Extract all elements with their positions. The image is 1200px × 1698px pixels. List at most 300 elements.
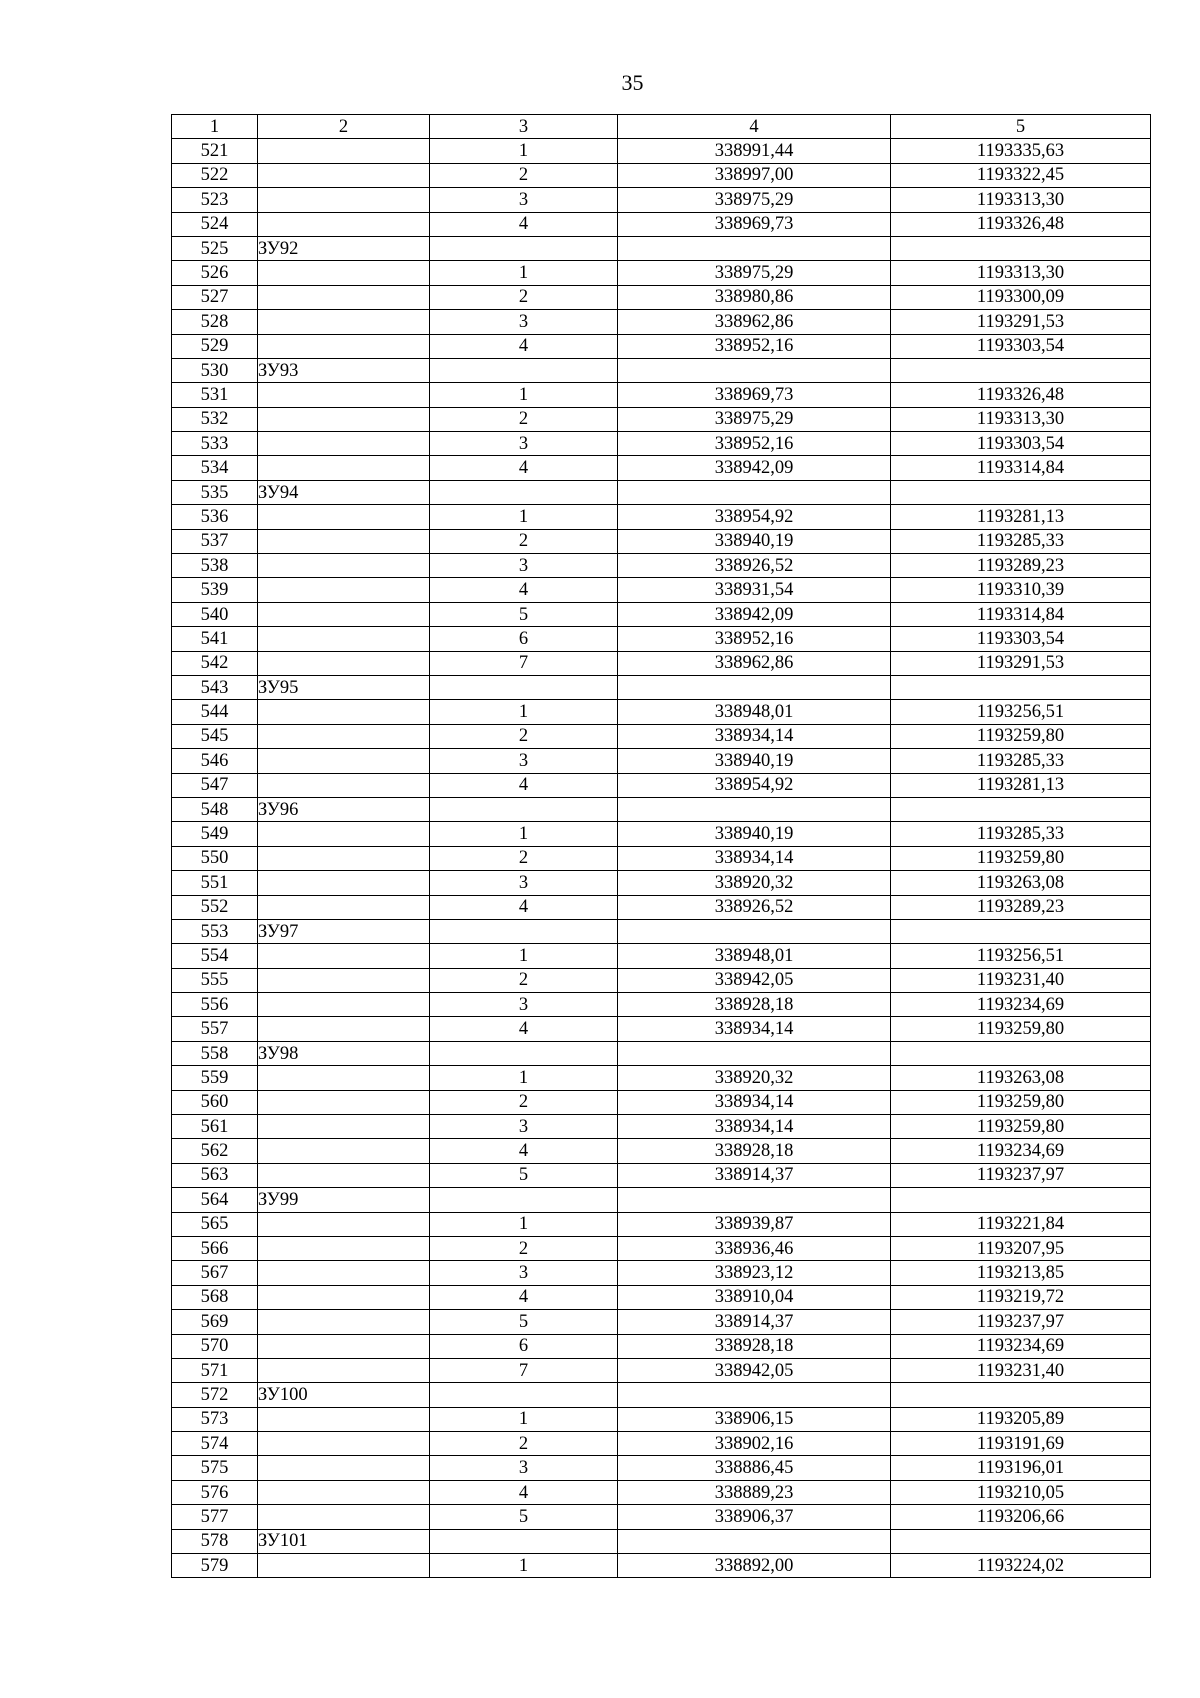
- point-number-cell: 2: [430, 285, 618, 309]
- parcel-name-cell: [258, 822, 430, 846]
- y-coordinate-cell: 1193259,80: [891, 724, 1151, 748]
- row-number-cell: 539: [172, 578, 258, 602]
- table-row: [172, 1115, 1151, 1139]
- table-row: [172, 1310, 1151, 1334]
- row-number-cell: 545: [172, 724, 258, 748]
- table-row: [172, 1334, 1151, 1358]
- row-number-cell: 528: [172, 310, 258, 334]
- table-row: [172, 578, 1151, 602]
- row-number-cell: 575: [172, 1456, 258, 1480]
- row-number-cell: 567: [172, 1261, 258, 1285]
- parcel-name-cell: [258, 1139, 430, 1163]
- y-coordinate-cell: 1193291,53: [891, 651, 1151, 675]
- parcel-name-cell: [258, 1090, 430, 1114]
- table-row: [172, 627, 1151, 651]
- point-number-cell: [430, 358, 618, 382]
- table-row: [172, 1066, 1151, 1090]
- point-number-cell: 1: [430, 944, 618, 968]
- header-cell-5: 5: [891, 115, 1151, 139]
- point-number-cell: 4: [430, 1017, 618, 1041]
- y-coordinate-cell: 1193335,63: [891, 139, 1151, 163]
- point-number-cell: 1: [430, 261, 618, 285]
- point-number-cell: 1: [430, 1212, 618, 1236]
- row-number-cell: 568: [172, 1285, 258, 1309]
- parcel-name-cell: [258, 1432, 430, 1456]
- parcel-name-cell: [258, 1066, 430, 1090]
- parcel-name-cell: [258, 1236, 430, 1260]
- parcel-name-cell: [258, 163, 430, 187]
- point-number-cell: 1: [430, 505, 618, 529]
- parcel-name-cell: ЗУ97: [258, 919, 430, 943]
- parcel-name-cell: [258, 1163, 430, 1187]
- table-row: [172, 1017, 1151, 1041]
- point-number-cell: 1: [430, 822, 618, 846]
- point-number-cell: 3: [430, 993, 618, 1017]
- header-cell-2: 2: [258, 115, 430, 139]
- row-number-cell: 557: [172, 1017, 258, 1041]
- point-number-cell: 4: [430, 895, 618, 919]
- row-number-cell: 542: [172, 651, 258, 675]
- row-number-cell: 548: [172, 797, 258, 821]
- table-row: [172, 1285, 1151, 1309]
- table-row: [172, 163, 1151, 187]
- y-coordinate-cell: 1193326,48: [891, 383, 1151, 407]
- y-coordinate-cell: 1193259,80: [891, 1115, 1151, 1139]
- table-row: [172, 1236, 1151, 1260]
- y-coordinate-cell: [891, 1041, 1151, 1065]
- x-coordinate-cell: 338926,52: [618, 895, 891, 919]
- x-coordinate-cell: [618, 1041, 891, 1065]
- y-coordinate-cell: 1193322,45: [891, 163, 1151, 187]
- parcel-name-cell: [258, 1115, 430, 1139]
- parcel-name-cell: [258, 554, 430, 578]
- x-coordinate-cell: 338914,37: [618, 1163, 891, 1187]
- parcel-name-cell: [258, 578, 430, 602]
- parcel-name-cell: [258, 456, 430, 480]
- table-row: [172, 1212, 1151, 1236]
- row-number-cell: 549: [172, 822, 258, 846]
- point-number-cell: 3: [430, 1261, 618, 1285]
- x-coordinate-cell: 338934,14: [618, 1115, 891, 1139]
- parcel-name-cell: [258, 1261, 430, 1285]
- x-coordinate-cell: [618, 358, 891, 382]
- row-number-cell: 533: [172, 432, 258, 456]
- y-coordinate-cell: 1193205,89: [891, 1407, 1151, 1431]
- table-row: [172, 993, 1151, 1017]
- table-row: [172, 797, 1151, 821]
- x-coordinate-cell: 338969,73: [618, 383, 891, 407]
- table-row: [172, 773, 1151, 797]
- row-number-cell: 562: [172, 1139, 258, 1163]
- table-row: [172, 1261, 1151, 1285]
- point-number-cell: 2: [430, 1432, 618, 1456]
- x-coordinate-cell: [618, 236, 891, 260]
- x-coordinate-cell: 338936,46: [618, 1236, 891, 1260]
- parcel-name-cell: [258, 895, 430, 919]
- x-coordinate-cell: 338948,01: [618, 700, 891, 724]
- point-number-cell: 2: [430, 1236, 618, 1260]
- point-number-cell: 4: [430, 456, 618, 480]
- x-coordinate-cell: 338954,92: [618, 505, 891, 529]
- y-coordinate-cell: 1193303,54: [891, 334, 1151, 358]
- parcel-name-cell: [258, 1017, 430, 1041]
- row-number-cell: 532: [172, 407, 258, 431]
- row-number-cell: 574: [172, 1432, 258, 1456]
- parcel-name-cell: [258, 285, 430, 309]
- row-number-cell: 527: [172, 285, 258, 309]
- table-row: [172, 822, 1151, 846]
- row-number-cell: 535: [172, 480, 258, 504]
- x-coordinate-cell: 338975,29: [618, 407, 891, 431]
- table-row: [172, 139, 1151, 163]
- point-number-cell: 4: [430, 578, 618, 602]
- y-coordinate-cell: 1193259,80: [891, 1090, 1151, 1114]
- parcel-name-cell: [258, 212, 430, 236]
- point-number-cell: 4: [430, 334, 618, 358]
- point-number-cell: [430, 919, 618, 943]
- x-coordinate-cell: 338942,05: [618, 1358, 891, 1382]
- table-row: [172, 1480, 1151, 1504]
- x-coordinate-cell: [618, 797, 891, 821]
- y-coordinate-cell: 1193285,33: [891, 822, 1151, 846]
- x-coordinate-cell: 338923,12: [618, 1261, 891, 1285]
- point-number-cell: 4: [430, 773, 618, 797]
- parcel-name-cell: [258, 1358, 430, 1382]
- row-number-cell: 563: [172, 1163, 258, 1187]
- x-coordinate-cell: 338954,92: [618, 773, 891, 797]
- row-number-cell: 552: [172, 895, 258, 919]
- point-number-cell: [430, 1383, 618, 1407]
- table-row: [172, 529, 1151, 553]
- x-coordinate-cell: [618, 675, 891, 699]
- y-coordinate-cell: 1193224,02: [891, 1554, 1151, 1578]
- point-number-cell: 3: [430, 871, 618, 895]
- table-row: [172, 846, 1151, 870]
- x-coordinate-cell: 338934,14: [618, 1090, 891, 1114]
- parcel-name-cell: [258, 407, 430, 431]
- row-number-cell: 577: [172, 1505, 258, 1529]
- point-number-cell: [430, 1529, 618, 1553]
- row-number-cell: 522: [172, 163, 258, 187]
- y-coordinate-cell: 1193300,09: [891, 285, 1151, 309]
- row-number-cell: 579: [172, 1554, 258, 1578]
- x-coordinate-cell: 338991,44: [618, 139, 891, 163]
- parcel-name-cell: [258, 1480, 430, 1504]
- parcel-name-cell: [258, 944, 430, 968]
- point-number-cell: 4: [430, 1480, 618, 1504]
- parcel-name-cell: [258, 505, 430, 529]
- parcel-name-cell: [258, 139, 430, 163]
- parcel-name-cell: [258, 1554, 430, 1578]
- y-coordinate-cell: 1193206,66: [891, 1505, 1151, 1529]
- header-cell-4: 4: [618, 115, 891, 139]
- point-number-cell: 1: [430, 700, 618, 724]
- y-coordinate-cell: 1193219,72: [891, 1285, 1151, 1309]
- y-coordinate-cell: 1193191,69: [891, 1432, 1151, 1456]
- point-number-cell: 6: [430, 1334, 618, 1358]
- y-coordinate-cell: 1193256,51: [891, 700, 1151, 724]
- y-coordinate-cell: 1193313,30: [891, 407, 1151, 431]
- point-number-cell: 1: [430, 383, 618, 407]
- row-number-cell: 541: [172, 627, 258, 651]
- y-coordinate-cell: 1193231,40: [891, 1358, 1151, 1382]
- x-coordinate-cell: 338920,32: [618, 871, 891, 895]
- table-row: [172, 358, 1151, 382]
- parcel-name-cell: [258, 993, 430, 1017]
- point-number-cell: [430, 480, 618, 504]
- x-coordinate-cell: 338934,14: [618, 1017, 891, 1041]
- point-number-cell: [430, 1041, 618, 1065]
- point-number-cell: 3: [430, 749, 618, 773]
- parcel-name-cell: [258, 188, 430, 212]
- x-coordinate-cell: 338889,23: [618, 1480, 891, 1504]
- table-row: [172, 871, 1151, 895]
- row-number-cell: 550: [172, 846, 258, 870]
- row-number-cell: 558: [172, 1041, 258, 1065]
- row-number-cell: 538: [172, 554, 258, 578]
- row-number-cell: 566: [172, 1236, 258, 1260]
- y-coordinate-cell: 1193263,08: [891, 1066, 1151, 1090]
- parcel-name-cell: [258, 968, 430, 992]
- table-row: [172, 1163, 1151, 1187]
- row-number-cell: 546: [172, 749, 258, 773]
- y-coordinate-cell: 1193231,40: [891, 968, 1151, 992]
- table-row: [172, 749, 1151, 773]
- point-number-cell: 1: [430, 1066, 618, 1090]
- x-coordinate-cell: 338969,73: [618, 212, 891, 236]
- row-number-cell: 560: [172, 1090, 258, 1114]
- x-coordinate-cell: 338942,05: [618, 968, 891, 992]
- table-row: [172, 212, 1151, 236]
- point-number-cell: 3: [430, 1115, 618, 1139]
- table-row: [172, 1432, 1151, 1456]
- table-row: [172, 1505, 1151, 1529]
- x-coordinate-cell: 338934,14: [618, 846, 891, 870]
- y-coordinate-cell: 1193285,33: [891, 529, 1151, 553]
- y-coordinate-cell: 1193259,80: [891, 846, 1151, 870]
- table-row: [172, 919, 1151, 943]
- y-coordinate-cell: 1193234,69: [891, 1139, 1151, 1163]
- y-coordinate-cell: 1193207,95: [891, 1236, 1151, 1260]
- parcel-name-cell: ЗУ99: [258, 1188, 430, 1212]
- table-row: [172, 700, 1151, 724]
- point-number-cell: 4: [430, 212, 618, 236]
- x-coordinate-cell: 338928,18: [618, 993, 891, 1017]
- y-coordinate-cell: [891, 236, 1151, 260]
- parcel-name-cell: [258, 627, 430, 651]
- table-row: [172, 1407, 1151, 1431]
- y-coordinate-cell: 1193291,53: [891, 310, 1151, 334]
- point-number-cell: [430, 236, 618, 260]
- x-coordinate-cell: 338952,16: [618, 432, 891, 456]
- point-number-cell: 2: [430, 163, 618, 187]
- y-coordinate-cell: 1193234,69: [891, 1334, 1151, 1358]
- parcel-name-cell: [258, 261, 430, 285]
- parcel-name-cell: [258, 1456, 430, 1480]
- row-number-cell: 543: [172, 675, 258, 699]
- table-row: [172, 188, 1151, 212]
- row-number-cell: 523: [172, 188, 258, 212]
- x-coordinate-cell: 338892,00: [618, 1554, 891, 1578]
- parcel-name-cell: ЗУ95: [258, 675, 430, 699]
- y-coordinate-cell: 1193237,97: [891, 1310, 1151, 1334]
- page-number: 35: [621, 70, 644, 95]
- row-number-cell: 573: [172, 1407, 258, 1431]
- x-coordinate-cell: 338942,09: [618, 456, 891, 480]
- y-coordinate-cell: 1193221,84: [891, 1212, 1151, 1236]
- x-coordinate-cell: 338939,87: [618, 1212, 891, 1236]
- y-coordinate-cell: 1193303,54: [891, 627, 1151, 651]
- row-number-cell: 561: [172, 1115, 258, 1139]
- y-coordinate-cell: 1193234,69: [891, 993, 1151, 1017]
- row-number-cell: 524: [172, 212, 258, 236]
- point-number-cell: 3: [430, 554, 618, 578]
- y-coordinate-cell: [891, 797, 1151, 821]
- point-number-cell: 5: [430, 1505, 618, 1529]
- row-number-cell: 530: [172, 358, 258, 382]
- row-number-cell: 531: [172, 383, 258, 407]
- row-number-cell: 551: [172, 871, 258, 895]
- parcel-name-cell: ЗУ101: [258, 1529, 430, 1553]
- point-number-cell: 6: [430, 627, 618, 651]
- row-number-cell: 564: [172, 1188, 258, 1212]
- table-row: [172, 480, 1151, 504]
- table-row: [172, 1041, 1151, 1065]
- point-number-cell: 2: [430, 968, 618, 992]
- point-number-cell: 3: [430, 188, 618, 212]
- x-coordinate-cell: 338940,19: [618, 749, 891, 773]
- x-coordinate-cell: 338926,52: [618, 554, 891, 578]
- table-row: [172, 944, 1151, 968]
- row-number-cell: 547: [172, 773, 258, 797]
- row-number-cell: 544: [172, 700, 258, 724]
- x-coordinate-cell: 338906,15: [618, 1407, 891, 1431]
- point-number-cell: [430, 675, 618, 699]
- parcel-name-cell: ЗУ96: [258, 797, 430, 821]
- row-number-cell: 576: [172, 1480, 258, 1504]
- y-coordinate-cell: [891, 675, 1151, 699]
- table-row: [172, 675, 1151, 699]
- table-header-row: [172, 115, 1151, 139]
- x-coordinate-cell: 338910,04: [618, 1285, 891, 1309]
- y-coordinate-cell: 1193326,48: [891, 212, 1151, 236]
- row-number-cell: 572: [172, 1383, 258, 1407]
- y-coordinate-cell: 1193259,80: [891, 1017, 1151, 1041]
- parcel-name-cell: [258, 749, 430, 773]
- table-row: [172, 1529, 1151, 1553]
- table-row: [172, 554, 1151, 578]
- y-coordinate-cell: 1193289,23: [891, 895, 1151, 919]
- point-number-cell: 7: [430, 1358, 618, 1382]
- row-number-cell: 536: [172, 505, 258, 529]
- y-coordinate-cell: 1193314,84: [891, 602, 1151, 626]
- y-coordinate-cell: 1193210,05: [891, 1480, 1151, 1504]
- x-coordinate-cell: 338934,14: [618, 724, 891, 748]
- table-row: [172, 602, 1151, 626]
- x-coordinate-cell: 338962,86: [618, 310, 891, 334]
- point-number-cell: 2: [430, 724, 618, 748]
- x-coordinate-cell: 338940,19: [618, 529, 891, 553]
- row-number-cell: 537: [172, 529, 258, 553]
- x-coordinate-cell: 338980,86: [618, 285, 891, 309]
- x-coordinate-cell: 338906,37: [618, 1505, 891, 1529]
- table-row: [172, 651, 1151, 675]
- table-row: [172, 724, 1151, 748]
- table-row: [172, 1139, 1151, 1163]
- table-row: [172, 895, 1151, 919]
- table-row: [172, 1358, 1151, 1382]
- point-number-cell: 2: [430, 529, 618, 553]
- point-number-cell: 2: [430, 407, 618, 431]
- table-body: [172, 115, 1151, 1578]
- row-number-cell: 529: [172, 334, 258, 358]
- x-coordinate-cell: 338952,16: [618, 334, 891, 358]
- y-coordinate-cell: 1193313,30: [891, 261, 1151, 285]
- row-number-cell: 559: [172, 1066, 258, 1090]
- x-coordinate-cell: 338914,37: [618, 1310, 891, 1334]
- row-number-cell: 521: [172, 139, 258, 163]
- parcel-name-cell: [258, 1407, 430, 1431]
- x-coordinate-cell: 338928,18: [618, 1139, 891, 1163]
- table-row: [172, 456, 1151, 480]
- point-number-cell: [430, 1188, 618, 1212]
- point-number-cell: 3: [430, 432, 618, 456]
- y-coordinate-cell: 1193289,23: [891, 554, 1151, 578]
- x-coordinate-cell: 338948,01: [618, 944, 891, 968]
- row-number-cell: 565: [172, 1212, 258, 1236]
- parcel-name-cell: ЗУ93: [258, 358, 430, 382]
- table-row: [172, 383, 1151, 407]
- table-row: [172, 505, 1151, 529]
- header-cell-1: 1: [172, 115, 258, 139]
- x-coordinate-cell: [618, 1188, 891, 1212]
- row-number-cell: 526: [172, 261, 258, 285]
- table-row: [172, 1554, 1151, 1578]
- y-coordinate-cell: 1193263,08: [891, 871, 1151, 895]
- parcel-name-cell: [258, 1285, 430, 1309]
- point-number-cell: 4: [430, 1139, 618, 1163]
- x-coordinate-cell: 338920,32: [618, 1066, 891, 1090]
- point-number-cell: 1: [430, 1554, 618, 1578]
- row-number-cell: 556: [172, 993, 258, 1017]
- header-cell-3: 3: [430, 115, 618, 139]
- point-number-cell: 5: [430, 602, 618, 626]
- y-coordinate-cell: 1193313,30: [891, 188, 1151, 212]
- table-row: [172, 285, 1151, 309]
- coordinates-table: [171, 114, 1151, 1578]
- x-coordinate-cell: [618, 480, 891, 504]
- parcel-name-cell: ЗУ94: [258, 480, 430, 504]
- parcel-name-cell: [258, 724, 430, 748]
- y-coordinate-cell: 1193281,13: [891, 773, 1151, 797]
- parcel-name-cell: [258, 432, 430, 456]
- x-coordinate-cell: [618, 1529, 891, 1553]
- y-coordinate-cell: 1193237,97: [891, 1163, 1151, 1187]
- y-coordinate-cell: [891, 1529, 1151, 1553]
- parcel-name-cell: ЗУ92: [258, 236, 430, 260]
- point-number-cell: 2: [430, 846, 618, 870]
- parcel-name-cell: [258, 651, 430, 675]
- y-coordinate-cell: 1193281,13: [891, 505, 1151, 529]
- parcel-name-cell: [258, 773, 430, 797]
- point-number-cell: [430, 797, 618, 821]
- point-number-cell: 3: [430, 310, 618, 334]
- point-number-cell: 1: [430, 1407, 618, 1431]
- row-number-cell: 570: [172, 1334, 258, 1358]
- x-coordinate-cell: 338952,16: [618, 627, 891, 651]
- y-coordinate-cell: 1193310,39: [891, 578, 1151, 602]
- y-coordinate-cell: 1193285,33: [891, 749, 1151, 773]
